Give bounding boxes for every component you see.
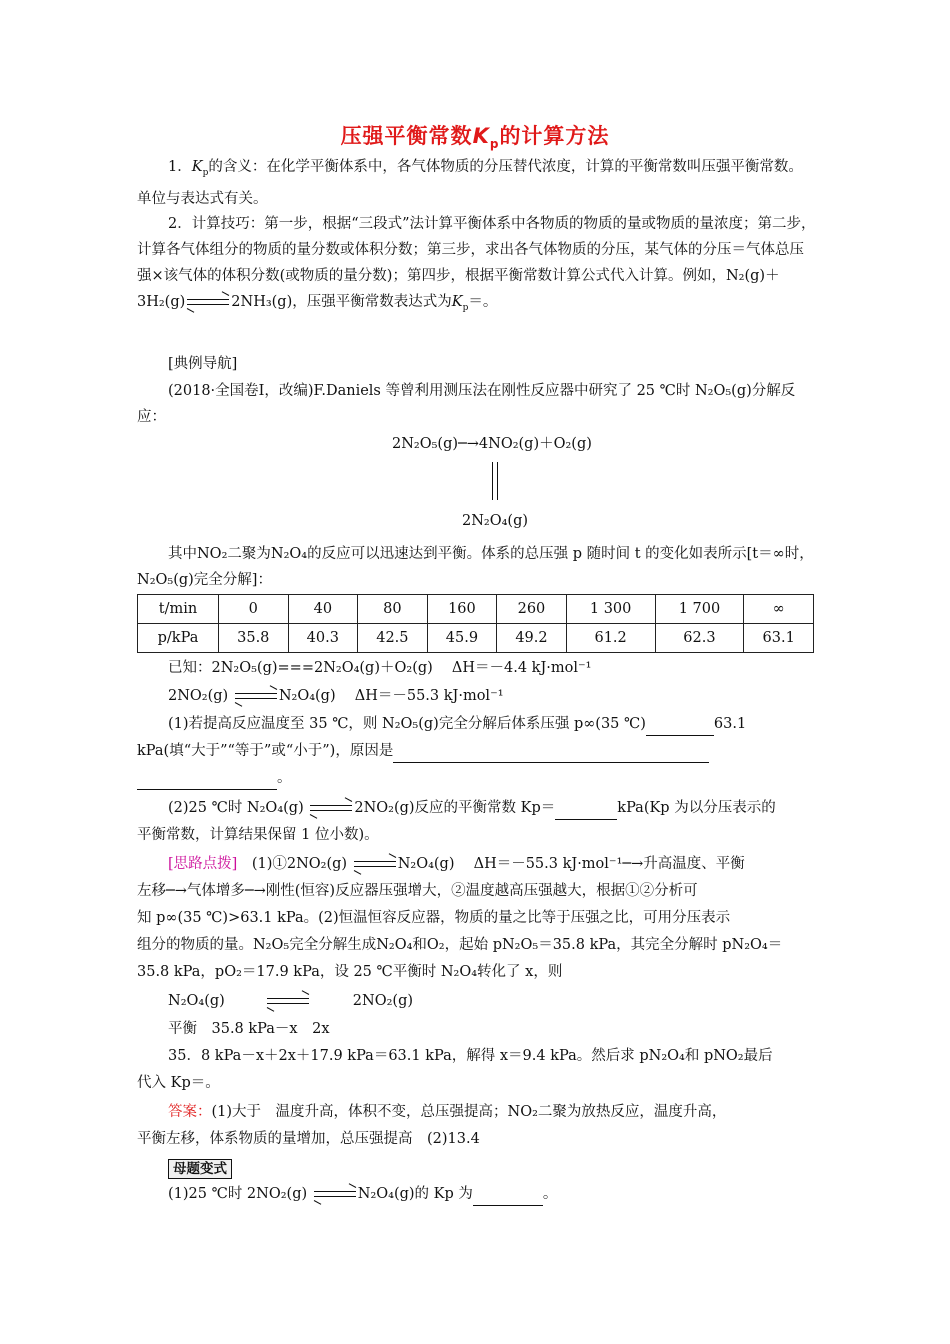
hint-line-3: 知 p∞(35 ℃)>63.1 kPa。(2)恒温恒容反应器，物质的量之比等于压强之比，可用分压表示 (137, 910, 731, 926)
calc-line-2: 代入 Kp＝。 (137, 1075, 220, 1091)
calc-line-1: 35．8 kPa－x＋2x＋17.9 kPa＝63.1 kPa，解得 x＝9.4 kPa。然后求 pN₂O₄和 pNO₂最后 (168, 1048, 773, 1064)
hint-line-1: [思路点拨] (1)①2NO₂(g) N₂O₄(g) ΔH＝－55.3 kJ·mol⁻¹─→升高温度、平衡 (168, 852, 745, 876)
variant-label: 母题变式 (168, 1159, 232, 1179)
example-intro: (2018·全国卷Ⅰ，改编)F.Daniels 等曾利用测压法在刚性反应器中研究了 25 ℃时 N₂O₅(g)分解反应： (137, 383, 796, 425)
equilibrium-arrow-icon (314, 1189, 356, 1199)
answer-label: 答案： (168, 1104, 212, 1120)
table-row: t/min 0 40 80 160 260 1 300 1 700 ∞ (138, 595, 814, 624)
reaction-dimer: 2N₂O₄(g) (462, 513, 529, 529)
question-2: (2)25 ℃时 N₂O₄(g) 2NO₂(g)反应的平衡常数 Kp＝ kPa(Kp 为以分压表示的 (168, 796, 776, 820)
question-2-line2: 平衡常数，计算结果保留 1 位小数)。 (137, 827, 379, 843)
pressure-time-table (137, 594, 814, 653)
hint-line-2: 左移─→气体增多─→刚性(恒容)反应器压强增大，②温度越高压强越大，根据①②分析可 (137, 883, 698, 899)
answer-blank[interactable] (555, 804, 617, 820)
technique-paragraph: 2．计算技巧：第一步，根据“三段式”法计算平衡体系中各物质的物质的量或物质的量浓度；第二步，计算各气体组分的物质的量分数或体积分数；第三步，求出各气体物质的分压，某气体的分压＝气体总压强×该气体的体积分数(或物质的量分数)；第四步，根据平衡常数计算公式代入计算。例如，N₂(g)＋3H₂(g) 2NH₃(g)，压强平衡常数表达式为$K_p=$。 (137, 216, 816, 313)
answer-blank[interactable] (393, 747, 709, 763)
answer-blank[interactable] (646, 720, 714, 736)
table-row: p/kPa 35.8 40.3 42.5 45.9 49.2 61.2 62.3 63.1 (138, 624, 814, 653)
answer-line-1: 答案：(1)大于 温度升高，体积不变，总压强提高；NO₂二聚为放热反应，温度升高， (168, 1104, 727, 1120)
hint-line-5: 35.8 kPa，pO₂＝17.9 kPa，设 25 ℃平衡时 N₂O₄转化了 x，则 (137, 964, 563, 980)
row-label-pressure: p/kPa (138, 624, 219, 653)
answer-blank[interactable] (137, 774, 277, 790)
page-title: 压强平衡常数$K_p$的计算方法 (340, 124, 610, 152)
question-1-line2: kPa(填“大于”“等于”或“小于”)，原因是 (137, 739, 709, 763)
ice-equilibrium-row: 平衡 35.8 kPa－x 2x (168, 1021, 330, 1037)
question-1: (1)若提高反应温度至 35 ℃，则 N₂O₅(g)完全分解后体系压强 p∞(35 ℃) 63.1 (168, 712, 746, 736)
answer-blank[interactable] (473, 1190, 543, 1206)
equilibrium-arrow-icon (187, 297, 229, 307)
example-header: [典例导航] (168, 356, 238, 372)
known-reaction-2: 2NO₂(g) N₂O₄(g) ΔH＝－55.3 kJ·mol⁻¹ (168, 684, 504, 708)
variant-question: (1)25 ℃时 2NO₂(g) N₂O₄(g)的 Kp 为 。 (168, 1182, 557, 1206)
table-intro: 其中NO₂二聚为N₂O₄的反应可以迅速达到平衡。体系的总压强 p 随时间 t 的变化如表所示[t＝∞时，N₂O₅(g)完全分解]： (137, 546, 814, 588)
ice-header: N₂O₄(g) 2NO₂(g) (168, 989, 413, 1013)
known-reaction-1: 已知：2N₂O₅(g)===2N₂O₄(g)＋O₂(g) ΔH＝－4.4 kJ·mol⁻¹ (168, 660, 592, 676)
equilibrium-vertical-arrow-icon (490, 462, 500, 500)
equilibrium-arrow-icon (354, 859, 396, 869)
answer-line-2: 平衡左移，体系物质的量增加，总压强提高 (2)13.4 (137, 1131, 480, 1147)
equilibrium-arrow-icon (267, 996, 309, 1006)
question-1-line3: 。 (137, 766, 292, 790)
equilibrium-arrow-icon (310, 803, 352, 813)
equilibrium-arrow-icon (235, 691, 277, 701)
reaction-main: 2N₂O₅(g)─→4NO₂(g)＋O₂(g) (392, 436, 592, 452)
definition-paragraph: 1．$K_p$的含义：在化学平衡体系中，各气体物质的分压替代浓度，计算的平衡常数叫压强平衡常数。单位与表达式有关。 (137, 159, 803, 207)
hint-line-4: 组分的物质的量。N₂O₅完全分解生成N₂O₄和O₂，起始 pN₂O₅＝35.8 kPa，其完全分解时 pN₂O₄＝ (137, 937, 783, 953)
hint-label: [思路点拨] (168, 856, 238, 872)
row-label-time: t/min (138, 595, 219, 624)
variant-header (168, 1157, 232, 1181)
